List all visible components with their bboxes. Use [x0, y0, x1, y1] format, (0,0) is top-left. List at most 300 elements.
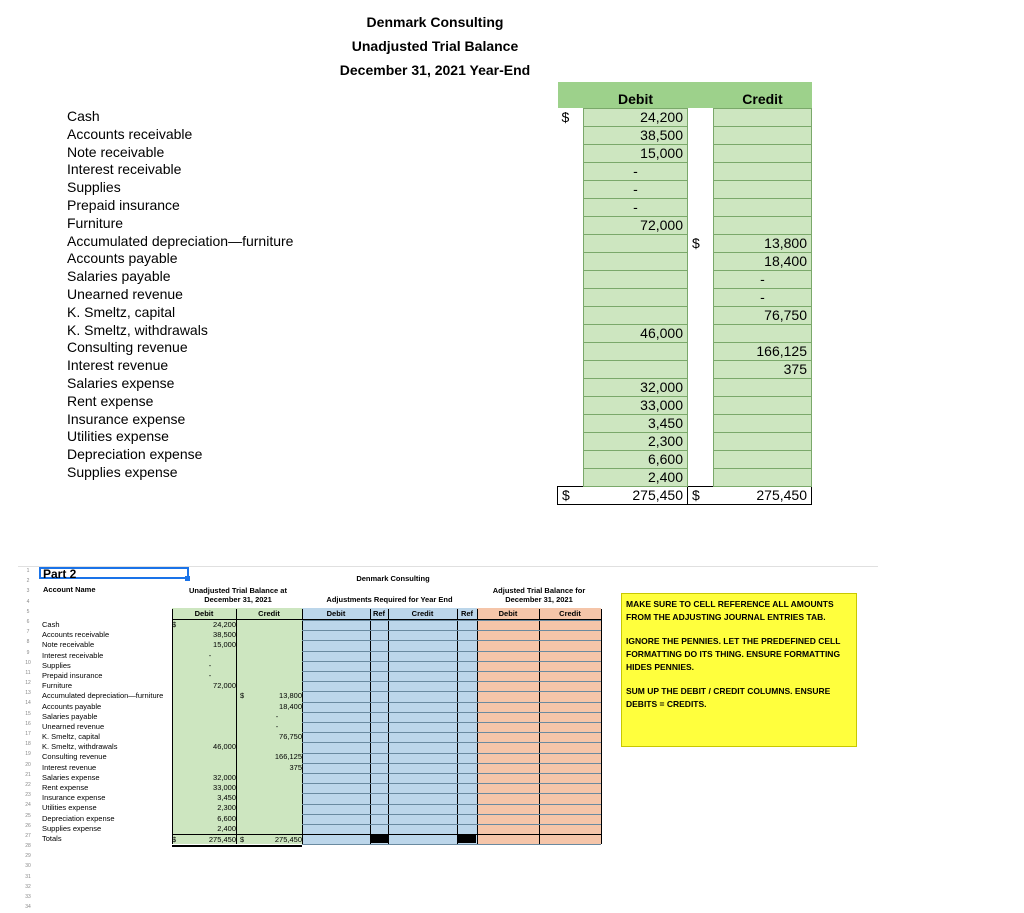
sheet-credit-sign[interactable]: [238, 732, 252, 742]
credit-sign: [688, 126, 714, 144]
trial-balance-row: [558, 180, 812, 198]
sheet-debit[interactable]: [184, 752, 238, 762]
sheet-account-name[interactable]: Insurance expense: [42, 793, 106, 803]
sheet-debit[interactable]: [184, 702, 238, 712]
credit-value: [714, 414, 812, 432]
credit-sign: [688, 432, 714, 450]
account-name: Utilities expense: [67, 428, 169, 445]
sheet-account-name[interactable]: Salaries payable: [42, 711, 98, 721]
debit-value: 3,450: [584, 414, 688, 432]
trial-balance-row: [558, 162, 812, 180]
sheet-debit-sign[interactable]: $: [172, 620, 177, 629]
debit-value: [584, 270, 688, 288]
credit-value: [714, 180, 812, 198]
sheet-account-name[interactable]: Unearned revenue: [42, 721, 105, 731]
credit-value: -: [714, 288, 812, 306]
debit-sign: [558, 288, 584, 306]
trial-balance-row: [558, 108, 812, 126]
debit-sign: [558, 198, 584, 216]
sheet-credit[interactable]: [252, 640, 302, 650]
adjusted-title-1: Adjusted Trial Balance for: [492, 586, 586, 595]
sheet-debit-sign[interactable]: [172, 661, 184, 671]
row-number[interactable]: 18: [25, 741, 31, 748]
sheet-debit[interactable]: [184, 732, 238, 742]
sheet-debit[interactable]: 38,500: [213, 630, 236, 640]
row-number[interactable]: 19: [25, 751, 31, 758]
debit-sign: [558, 180, 584, 198]
sheet-debit[interactable]: [184, 712, 238, 722]
row-number[interactable]: 27: [25, 832, 31, 839]
row-number[interactable]: 33: [25, 894, 31, 900]
credit-sign: [688, 306, 714, 324]
account-name: K. Smeltz, capital: [67, 303, 176, 320]
note-line-2: IGNORE THE PENNIES. LET THE PREDEFINED CELL FORMATTING DO ITS THING. ENSURE FORMATTING HIDES PENNIES.: [626, 636, 841, 672]
sheet-credit-sign[interactable]: [238, 702, 252, 712]
trial-balance-total-row: [558, 486, 812, 504]
debit-value: 6,600: [584, 450, 688, 468]
debit-sign: [558, 216, 584, 234]
sheet-debit[interactable]: [184, 691, 238, 701]
instruction-note: [621, 593, 857, 747]
sheet-credit[interactable]: [252, 814, 302, 824]
row-number[interactable]: 28: [25, 843, 31, 850]
sheet-total-credit[interactable]: 275,450: [274, 834, 302, 844]
adj-ref-header-2: Ref: [457, 609, 477, 620]
debit-sign: $: [561, 108, 570, 125]
debit-sign: [558, 324, 584, 342]
sheet-credit-sign[interactable]: [238, 681, 252, 691]
sheet-credit-sign[interactable]: [238, 671, 252, 681]
adj-credit-header: Credit: [388, 609, 457, 620]
sheet-account-name[interactable]: Note receivable: [42, 640, 95, 650]
sheet-value-row: [172, 803, 302, 813]
sheet-debit-sign[interactable]: [172, 640, 184, 650]
debit-value: -: [584, 180, 688, 198]
sheet-credit-sign[interactable]: [238, 620, 252, 630]
sheet-value-row: [172, 722, 302, 732]
account-name: Furniture: [67, 214, 124, 231]
sheet-account-name[interactable]: Furniture: [42, 681, 73, 691]
sheet-debit[interactable]: 15,000: [213, 640, 236, 650]
trial-balance-row: [558, 252, 812, 270]
sheet-account-name[interactable]: Accounts receivable: [42, 630, 110, 640]
debit-sign: [558, 306, 584, 324]
sheet-value-row: [172, 681, 302, 691]
trial-balance-row: [558, 288, 812, 306]
note-line-1: MAKE SURE TO CELL REFERENCE ALL AMOUNTS FROM THE ADJUSTING JOURNAL ENTRIES TAB.: [626, 599, 834, 622]
sheet-debit[interactable]: 72,000: [213, 681, 236, 691]
sheet-debit-sign[interactable]: [172, 783, 184, 793]
account-name: Supplies: [67, 179, 121, 196]
row-number[interactable]: 13: [25, 690, 31, 697]
debit-sign: [558, 432, 584, 450]
credit-value: 13,800: [714, 234, 812, 252]
sheet-debit-sign[interactable]: [172, 773, 184, 783]
sheet-credit-sign[interactable]: [238, 814, 252, 824]
unadj-credit-header: Credit: [236, 609, 302, 620]
credit-sign: [688, 144, 714, 162]
adjusted-title-2: December 31, 2021: [505, 595, 573, 604]
sheet-debit-sign[interactable]: [172, 732, 184, 742]
trial-balance-row: [558, 414, 812, 432]
row-number[interactable]: 32: [25, 883, 31, 890]
sheet-credit[interactable]: [252, 661, 302, 671]
sheet-value-row: [172, 630, 302, 640]
trial-balance-row: [558, 144, 812, 162]
sheet-account-list: [42, 620, 163, 844]
debit-sign: [558, 360, 584, 378]
sheet-value-row: [172, 691, 302, 701]
sheet-credit-sign[interactable]: [238, 651, 252, 661]
debit-sign: [558, 396, 584, 414]
sheet-credit-sign[interactable]: [238, 712, 252, 722]
sheet-credit-sign[interactable]: [238, 773, 252, 783]
debit-sign: [558, 270, 584, 288]
account-name: Unearned revenue: [67, 285, 183, 302]
sheet-debit-sign[interactable]: [172, 630, 184, 640]
credit-sign: [688, 342, 714, 360]
sheet-credit[interactable]: [252, 651, 302, 661]
credit-sign: [688, 414, 714, 432]
account-list: [67, 108, 293, 482]
account-name: Rent expense: [67, 392, 154, 409]
row-number[interactable]: 1: [26, 568, 30, 574]
sheet-credit[interactable]: [252, 773, 302, 783]
debit-value: [584, 288, 688, 306]
adj-ref-header-1: Ref: [370, 609, 388, 620]
debit-header: Debit: [584, 82, 688, 108]
row-number[interactable]: 8: [26, 639, 30, 646]
row-number[interactable]: 16: [25, 720, 31, 727]
sheet-value-row: [172, 620, 302, 630]
sheet-debit-sign[interactable]: [172, 752, 184, 762]
credit-value: [714, 126, 812, 144]
row-number[interactable]: 5: [26, 608, 30, 615]
row-number[interactable]: 12: [25, 680, 31, 687]
sheet-debit-sign[interactable]: [172, 681, 184, 691]
sheet-account-name[interactable]: Interest revenue: [42, 762, 97, 772]
sheet-account-name[interactable]: Supplies: [42, 660, 71, 670]
row-number[interactable]: 3: [26, 588, 30, 595]
sheet-account-name[interactable]: Supplies expense: [42, 823, 102, 833]
credit-value: [714, 144, 812, 162]
credit-value: [714, 432, 812, 450]
adj-debit-header: Debit: [302, 609, 370, 620]
debit-value: 72,000: [584, 216, 688, 234]
sheet-credit-sign[interactable]: [238, 824, 252, 834]
account-name: Prepaid insurance: [67, 196, 180, 213]
row-number[interactable]: 20: [25, 761, 31, 768]
row-number[interactable]: 31: [25, 873, 31, 880]
sheet-value-row: [172, 793, 302, 803]
row-number[interactable]: 15: [25, 710, 31, 717]
sheet-debit-sign[interactable]: [172, 712, 184, 722]
credit-value: [714, 108, 812, 126]
sheet-credit-sign[interactable]: [238, 763, 252, 773]
trial-balance-row: [558, 306, 812, 324]
sheet-account-name[interactable]: Consulting revenue: [42, 752, 107, 762]
sheet-account-name[interactable]: Interest receivable: [42, 650, 104, 660]
account-name: Consulting revenue: [67, 339, 188, 356]
sheet-account-name[interactable]: Depreciation expense: [42, 813, 115, 823]
sheet-credit[interactable]: 18,400: [279, 701, 302, 711]
credit-value: [714, 396, 812, 414]
row-number[interactable]: 29: [25, 853, 31, 860]
sheet-unadjusted-values: [172, 620, 302, 847]
debit-value: 32,000: [584, 378, 688, 396]
credit-sign: [688, 180, 714, 198]
credit-sign: [688, 270, 714, 288]
sheet-credit-sign[interactable]: [238, 630, 252, 640]
debit-value: 24,200: [584, 108, 688, 126]
row-number[interactable]: 17: [25, 731, 31, 737]
sheet-value-row: [172, 702, 302, 712]
sheet-credit[interactable]: 166,125: [274, 752, 302, 762]
account-name: Note receivable: [67, 143, 165, 160]
ref-total-cell-1: [370, 834, 388, 843]
account-name: Accumulated depreciation—furniture: [67, 232, 294, 249]
sheet-debit-sign[interactable]: [172, 691, 184, 701]
sheet-total-debit[interactable]: 275,450: [208, 834, 236, 844]
credit-sign: [688, 198, 714, 216]
total-credit-sign: $: [688, 486, 714, 504]
report-date: December 31, 2021 Year-End: [339, 62, 531, 78]
row-number[interactable]: 24: [25, 802, 31, 809]
sheet-credit-sign[interactable]: [238, 722, 252, 732]
sheet-debit[interactable]: -: [208, 670, 212, 680]
sheet-credit[interactable]: [252, 824, 302, 834]
debit-value: 2,400: [584, 468, 688, 486]
row-number[interactable]: 30: [25, 863, 31, 870]
row-number[interactable]: 6: [26, 618, 30, 625]
sheet-credit-sign[interactable]: [238, 742, 252, 752]
debit-sign: [558, 378, 584, 396]
credit-value: [714, 468, 812, 486]
debit-sign: [558, 162, 584, 180]
row-number[interactable]: 34: [25, 904, 31, 911]
sheet-credit[interactable]: [252, 620, 302, 630]
sheet-debit[interactable]: -: [208, 650, 212, 660]
account-name: Interest receivable: [67, 161, 182, 178]
account-name: Insurance expense: [67, 410, 186, 427]
sheet-credit[interactable]: [252, 630, 302, 640]
sheet-debit[interactable]: -: [208, 660, 212, 670]
sheet-value-row: [172, 712, 302, 722]
sheet-credit[interactable]: [252, 803, 302, 813]
sheet-credit-sign[interactable]: $: [240, 691, 245, 701]
sheet-debit-sign[interactable]: [172, 671, 184, 681]
sheet-value-row: [172, 783, 302, 793]
sheet-credit-sign[interactable]: [238, 752, 252, 762]
sheet-account-name[interactable]: Salaries expense: [42, 772, 100, 782]
sheet-debit[interactable]: 2,300: [217, 803, 236, 813]
sheet-account-name[interactable]: Cash: [42, 620, 60, 629]
account-name: Interest revenue: [67, 357, 169, 374]
sheet-debit-sign[interactable]: [172, 803, 184, 813]
debit-value: 38,500: [584, 126, 688, 144]
account-name: Accounts receivable: [67, 125, 193, 142]
debit-sign: [558, 468, 584, 486]
ref-total-cell-2: [458, 834, 476, 843]
sheet-debit-sign[interactable]: [172, 824, 184, 834]
sheet-account-name[interactable]: K. Smeltz, withdrawals: [42, 742, 118, 752]
sheet-debit[interactable]: 33,000: [213, 783, 236, 792]
sheet-credit[interactable]: [252, 793, 302, 803]
credit-value: [714, 450, 812, 468]
sheet-value-row: [172, 763, 302, 773]
sheet-account-name[interactable]: Prepaid insurance: [42, 670, 103, 680]
credit-sign: [688, 216, 714, 234]
total-debit: 275,450: [584, 486, 688, 504]
sheet-company-title: Denmark Consulting: [356, 574, 430, 583]
debit-value: [584, 342, 688, 360]
sheet-credit[interactable]: [252, 783, 302, 793]
sheet-value-row: [172, 814, 302, 824]
sheet-credit-sign[interactable]: [238, 803, 252, 813]
sheet-total-credit-sign[interactable]: $: [240, 834, 245, 844]
trial-balance-row: [558, 342, 812, 360]
sheet-debit[interactable]: [184, 722, 238, 732]
sheet-debit[interactable]: 3,450: [217, 793, 236, 803]
sheet-credit[interactable]: -: [275, 721, 279, 731]
debit-sign: [558, 414, 584, 432]
sheet-credit[interactable]: [252, 681, 302, 691]
account-name: Accounts payable: [67, 250, 178, 267]
sheet-debit[interactable]: 2,400: [217, 823, 236, 833]
row-number[interactable]: 7: [26, 629, 30, 636]
sheet-total-row: [172, 834, 302, 847]
trial-balance-row: [558, 126, 812, 144]
row-number[interactable]: 25: [25, 812, 31, 819]
sheet-credit-sign[interactable]: [238, 783, 252, 793]
sheet-account-name[interactable]: Accounts payable: [42, 701, 102, 711]
credit-sign: [688, 324, 714, 342]
sheet-account-name[interactable]: K. Smeltz, capital: [42, 732, 100, 742]
sheet-account-name[interactable]: Utilities expense: [42, 803, 97, 813]
credit-value: 18,400: [714, 252, 812, 270]
totals-label: Totals: [42, 833, 62, 843]
unadjusted-title-2: December 31, 2021: [204, 595, 272, 604]
trial-balance-row: [558, 432, 812, 450]
debit-value: [584, 252, 688, 270]
sheet-debit-sign[interactable]: [172, 702, 184, 712]
final-credit-header: Credit: [539, 609, 601, 620]
unadjusted-title-1: Unadjusted Trial Balance at: [189, 586, 287, 595]
row-number[interactable]: 21: [25, 771, 31, 778]
sheet-credit-sign[interactable]: [238, 640, 252, 650]
sheet-value-row: [172, 824, 302, 834]
sheet-debit-sign[interactable]: [172, 814, 184, 824]
sheet-debit[interactable]: 46,000: [213, 742, 236, 752]
credit-sign: [688, 162, 714, 180]
debit-value: [584, 360, 688, 378]
trial-balance-header-row: [558, 82, 812, 108]
debit-value: [584, 234, 688, 252]
sheet-value-row: [172, 732, 302, 742]
credit-value: [714, 216, 812, 234]
sheet-credit[interactable]: [252, 742, 302, 752]
final-debit-header: Debit: [477, 609, 539, 620]
credit-value: [714, 162, 812, 180]
sheet-credit[interactable]: [252, 671, 302, 681]
credit-header: Credit: [714, 82, 812, 108]
account-name-header: Account Name: [43, 585, 96, 594]
trial-balance-table: [557, 82, 812, 505]
sheet-credit[interactable]: 76,750: [279, 732, 302, 742]
sheet-credit-sign[interactable]: [238, 793, 252, 803]
sheet-debit-sign[interactable]: [172, 793, 184, 803]
credit-value: [714, 378, 812, 396]
sheet-credit[interactable]: 375: [289, 762, 302, 772]
credit-value: [714, 198, 812, 216]
row-number[interactable]: 26: [25, 822, 31, 829]
trial-balance-row: [558, 396, 812, 414]
sheet-debit-sign[interactable]: [172, 722, 184, 732]
row-number[interactable]: 2: [26, 578, 30, 585]
trial-balance-row: [558, 216, 812, 234]
credit-sign: [688, 360, 714, 378]
sheet-credit-sign[interactable]: [238, 661, 252, 671]
credit-sign: [688, 108, 714, 126]
company-title: Denmark Consulting: [366, 14, 504, 30]
credit-sign: $: [692, 234, 700, 251]
debit-value: 2,300: [584, 432, 688, 450]
trial-balance-row: [558, 378, 812, 396]
sheet-debit[interactable]: 6,600: [217, 813, 236, 823]
debit-sign: [558, 144, 584, 162]
debit-value: 15,000: [584, 144, 688, 162]
fill-handle[interactable]: [185, 576, 190, 581]
row-number[interactable]: 10: [25, 659, 31, 666]
sheet-value-row: [172, 671, 302, 681]
credit-value: [714, 324, 812, 342]
row-number[interactable]: 23: [25, 792, 31, 799]
row-number[interactable]: 22: [25, 781, 31, 788]
sheet-debit-sign[interactable]: [172, 763, 184, 773]
total-credit: 275,450: [714, 486, 812, 504]
sheet-credit[interactable]: 13,800: [279, 691, 302, 701]
account-name: Depreciation expense: [67, 446, 203, 463]
trial-balance-row: [558, 270, 812, 288]
debit-value: 33,000: [584, 396, 688, 414]
row-number[interactable]: 14: [25, 700, 31, 707]
account-name: K. Smeltz, withdrawals: [67, 321, 208, 338]
sheet-credit[interactable]: -: [275, 711, 279, 721]
account-name: Cash: [67, 108, 100, 124]
sheet-debit-sign[interactable]: [172, 742, 184, 752]
trial-balance-row: [558, 360, 812, 378]
note-line-3: SUM UP THE DEBIT / CREDIT COLUMNS. ENSURE DEBITS = CREDITS.: [626, 686, 831, 709]
part-label: Part 2: [43, 567, 77, 581]
row-number[interactable]: 11: [25, 669, 31, 676]
sheet-debit[interactable]: 32,000: [213, 772, 236, 782]
sheet-debit-sign[interactable]: [172, 651, 184, 661]
sheet-value-row: [172, 742, 302, 752]
row-number[interactable]: 4: [26, 598, 30, 605]
sheet-total-debit-sign[interactable]: $: [172, 834, 177, 844]
debit-sign: [558, 342, 584, 360]
sheet-account-name[interactable]: Accumulated depreciation—furniture: [42, 691, 164, 701]
unadj-debit-header: Debit: [172, 609, 236, 620]
sheet-debit[interactable]: 24,200: [213, 620, 236, 629]
row-number[interactable]: 9: [26, 649, 30, 656]
sheet-debit[interactable]: [184, 763, 238, 773]
sheet-value-row: [172, 640, 302, 650]
sheet-value-row: [172, 651, 302, 661]
debit-sign: [558, 234, 584, 252]
trial-balance-row: [558, 198, 812, 216]
sheet-account-name[interactable]: Rent expense: [42, 783, 89, 792]
